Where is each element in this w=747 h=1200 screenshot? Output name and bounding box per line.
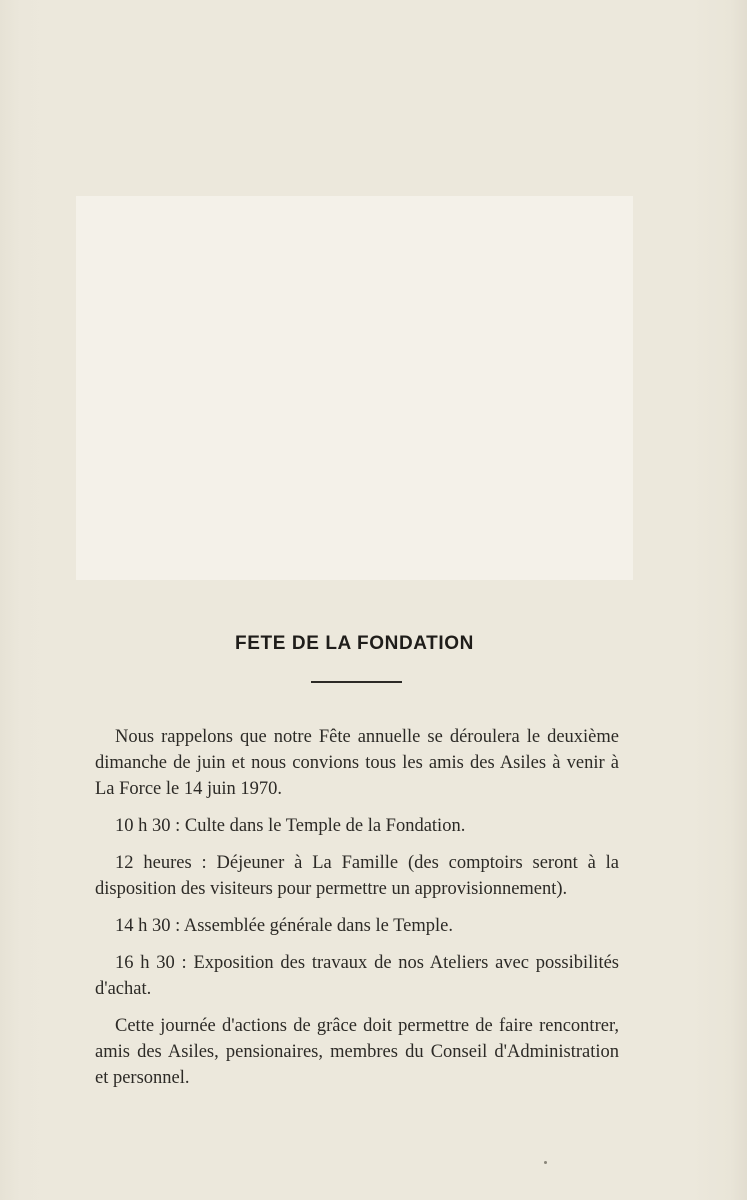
- paragraph-schedule-exposition: 16 h 30 : Exposition des travaux de nos Ateliers avec possibilités d'achat.: [95, 953, 619, 999]
- title-underline: [311, 681, 402, 683]
- paragraph-intro: Nous rappelons que notre Fête annuelle se déroulera le deuxième dimanche de juin et nous convions tous les amis des Asiles à venir à La Force le 14 juin 1970.: [95, 727, 619, 799]
- page-title: FETE DE LA FONDATION: [235, 633, 474, 654]
- blank-image-area: [76, 196, 633, 580]
- paragraph-schedule-assemblee: 14 h 30 : Assemblée générale dans le Temple.: [115, 916, 453, 936]
- paragraph-schedule-culte: 10 h 30 : Culte dans le Temple de la Fondation.: [115, 816, 466, 836]
- body-text: [95, 724, 619, 1102]
- paragraph-closing: Cette journée d'actions de grâce doit permettre de faire rencontrer, amis des Asiles, pensionaires, membres du Conseil d'Administration et personnel.: [95, 1016, 619, 1088]
- paper-speck: [544, 1161, 547, 1164]
- paragraph-schedule-dejeuner: 12 heures : Déjeuner à La Famille (des comptoirs seront à la disposition des visiteurs pour permettre un approvisionnement).: [95, 853, 619, 899]
